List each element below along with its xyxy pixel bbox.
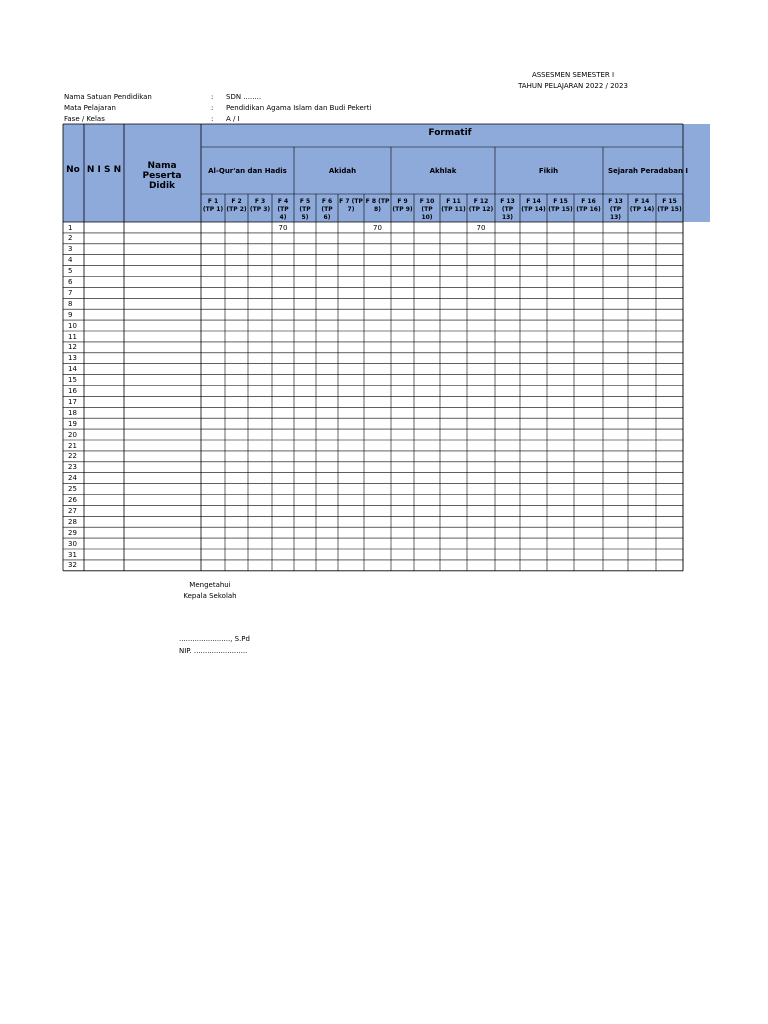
sub-header-17: F 13 (TP 13): [608, 198, 623, 221]
doc-title-line2: TAHUN PELAJARAN 2022 / 2023: [518, 82, 628, 90]
row-number: 10: [68, 321, 77, 330]
sub-header-3: F 3 (TP 3): [249, 198, 271, 213]
sub-header-11: F 11 (TP 11): [441, 198, 466, 213]
group-fikih: Fikih: [538, 167, 559, 175]
row-number: 18: [68, 408, 77, 417]
cell-value: 70: [278, 223, 288, 232]
row-number: 20: [68, 430, 77, 439]
row-number: 32: [68, 561, 77, 570]
sub-header-8: F 8 (TP 8): [365, 198, 390, 213]
sub-header-13: F 13 (TP 13): [500, 198, 515, 221]
row-number: 2: [68, 234, 73, 243]
group-akidah: Akidah: [328, 167, 357, 175]
row-number: 7: [68, 288, 73, 297]
header-formatif: Formatif: [428, 128, 472, 138]
row-number: 17: [68, 397, 77, 406]
info-label-subject: Mata Pelajaran: [64, 104, 116, 112]
footer-nama: ......................., S.Pd: [179, 635, 250, 643]
row-number: 26: [68, 496, 77, 504]
row-number: 4: [68, 256, 73, 265]
row-number: 28: [68, 517, 77, 526]
row-number: 11: [68, 332, 77, 341]
row-number: 14: [68, 365, 77, 374]
row-number: 13: [68, 354, 77, 363]
row-number: 31: [68, 550, 77, 559]
row-number: 30: [68, 539, 77, 548]
info-value-class: A / I: [226, 115, 240, 123]
sub-header-1: F 1 (TP 1): [202, 198, 224, 213]
info-value-subject: Pendidikan Agama Islam dan Budi Pekerti: [226, 104, 372, 112]
group-quran-hadis: Al-Qur'an dan Hadis: [208, 167, 287, 175]
sub-header-19: F 15 (TP 15): [657, 198, 682, 213]
row-number: 1: [68, 223, 73, 232]
row-number: 8: [68, 299, 73, 308]
row-number: 25: [68, 485, 77, 494]
footer-mengetahui: Mengetahui: [189, 581, 231, 589]
cell-value: 70: [373, 223, 382, 232]
sub-header-9: F 9 (TP 9): [392, 198, 413, 213]
row-number: 21: [68, 441, 77, 450]
row-number: 9: [68, 310, 73, 319]
row-number: 5: [68, 267, 73, 276]
cell-value: 70: [476, 223, 486, 232]
footer-nip: NIP. ........................: [179, 647, 248, 655]
row-number: 12: [68, 343, 77, 352]
info-label-school: Nama Satuan Pendidikan: [64, 93, 152, 101]
info-sep: :: [211, 104, 214, 112]
row-number: 23: [68, 463, 77, 472]
info-label-class: Fase / Kelas: [64, 115, 105, 123]
group-akhlak: Akhlak: [429, 167, 457, 175]
info-value-school: SDN ........: [226, 93, 262, 101]
row-number: 27: [68, 506, 77, 515]
sub-header-12: F 12 (TP 12): [468, 198, 494, 213]
info-sep: :: [211, 93, 214, 101]
info-sep: :: [211, 115, 214, 123]
header-no: No: [66, 165, 80, 175]
sub-header-16: F 16 (TP 16): [576, 198, 601, 213]
sub-header-6: F 6 (TP 6): [321, 198, 333, 221]
row-number: 22: [68, 452, 77, 461]
sub-header-18: F 14 (TP 14): [629, 198, 655, 213]
row-number: 15: [68, 376, 77, 385]
row-number: 16: [68, 387, 77, 395]
sub-header-4: F 4 (TP 4): [277, 198, 289, 221]
row-number: 19: [68, 419, 77, 428]
sub-header-2: F 2 (TP 2): [226, 198, 247, 213]
sub-header-5: F 5 (TP 5): [299, 198, 311, 221]
group-sejarah: Sejarah Peradaban I: [607, 167, 689, 175]
sub-header-7: F 7 (TP 7): [339, 198, 363, 213]
sub-header-14: F 14 (TP 14): [521, 198, 546, 213]
header-nama: Nama Peserta Didik: [142, 161, 182, 191]
row-number: 29: [68, 528, 77, 537]
row-number: 24: [68, 474, 77, 483]
row-number: 3: [68, 245, 73, 254]
row-number: 6: [68, 278, 73, 286]
sub-header-15: F 15 (TP 15): [548, 198, 573, 213]
doc-title-line1: ASSESMEN SEMESTER I: [531, 71, 615, 79]
header-nisn: N I S N: [86, 165, 122, 175]
sub-header-10: F 10 (TP 10): [419, 198, 435, 221]
footer-kepala: Kepala Sekolah: [183, 592, 237, 600]
